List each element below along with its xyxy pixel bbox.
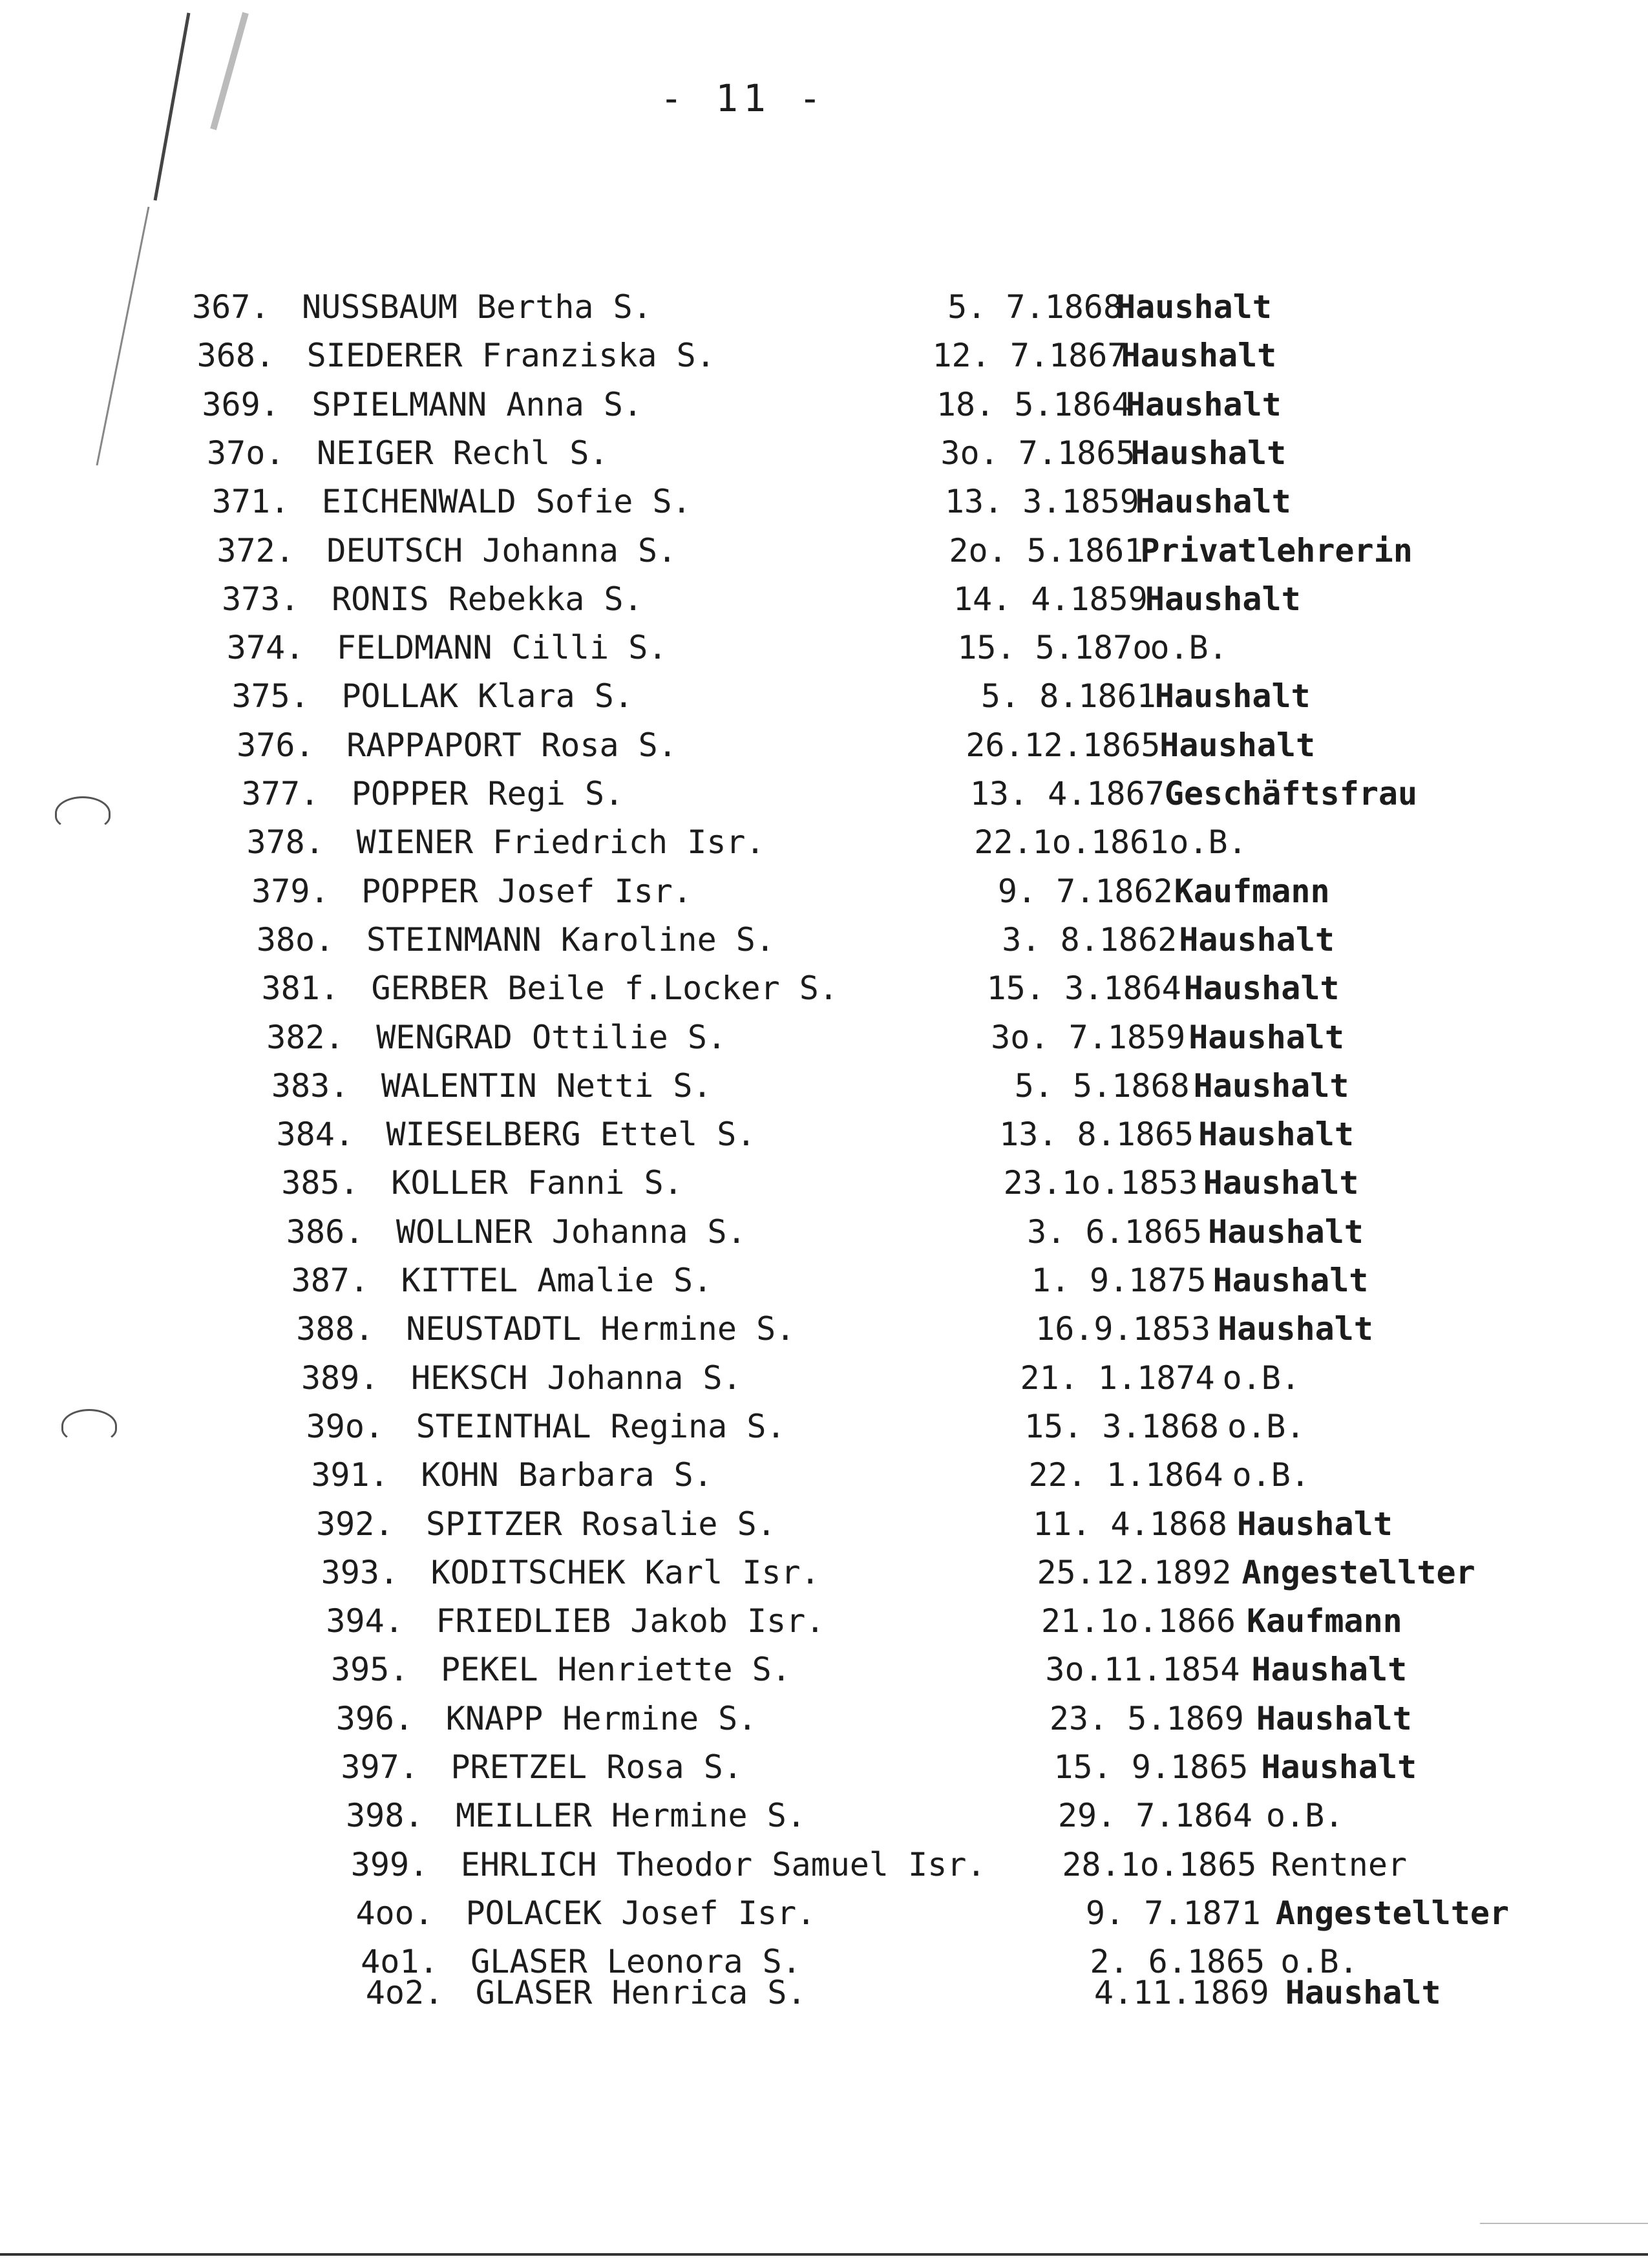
entry-occupation: Haushalt <box>1208 1213 1364 1251</box>
entry-name: NUSSBAUM Bertha S. <box>302 288 652 326</box>
entry-occupation: Haushalt <box>1145 580 1301 618</box>
entry-number: 392. <box>316 1505 394 1543</box>
entry-occupation: Haushalt <box>1154 677 1311 715</box>
entry-number: 395. <box>331 1651 409 1689</box>
entry-occupation: Haushalt <box>1251 1651 1408 1689</box>
entry-row <box>266 1015 1422 1060</box>
entry-row <box>242 771 1422 816</box>
entry-row <box>246 820 1422 865</box>
entry-number: 384. <box>276 1116 354 1154</box>
entry-occupation: Haushalt <box>1188 1018 1345 1056</box>
entry-name: KOHN Barbara S. <box>421 1456 713 1494</box>
entry-name: NEUSTADTL Hermine S. <box>406 1310 796 1348</box>
entry-row <box>341 1744 1422 1790</box>
entry-occupation: Haushalt <box>1261 1748 1417 1786</box>
entry-name: SIEDERER Franziska S. <box>306 337 715 375</box>
entry-number: 4oo. <box>355 1894 434 1932</box>
entry-name: KNAPP Hermine S. <box>445 1699 757 1737</box>
entry-number: 377. <box>241 775 320 812</box>
entry-occupation: Haushalt <box>1121 337 1277 375</box>
entry-occupation: o.B. <box>1227 1407 1305 1445</box>
entry-number: 398. <box>346 1797 424 1835</box>
entry-occupation: o.B. <box>1232 1456 1310 1494</box>
entry-number: 372. <box>217 531 295 569</box>
entry-occupation: Haushalt <box>1183 970 1340 1008</box>
entry-name: RONIS Rebekka S. <box>332 580 643 618</box>
entry-name: PRETZEL Rosa S. <box>450 1748 743 1786</box>
entry-name: EHRLICH Theodor Samuel Isr. <box>460 1845 986 1883</box>
entry-name: WALENTIN Netti S. <box>381 1066 712 1105</box>
entry-number: 383. <box>271 1066 350 1105</box>
entry-row <box>202 382 1422 427</box>
entry-birth-date: 11. 4.1868 <box>1032 1505 1227 1543</box>
entry-name: STEINTHAL Regina S. <box>416 1407 786 1445</box>
entry-occupation: Haushalt <box>1193 1066 1349 1105</box>
entry-number: 373. <box>222 580 300 618</box>
entry-birth-date: 9. 7.1871 <box>1085 1894 1261 1932</box>
entry-birth-date: 14. 4.1859 <box>953 580 1148 618</box>
entry-number: 387. <box>291 1262 370 1299</box>
entry-birth-date: 23.1o.1853 <box>1003 1164 1198 1202</box>
entry-number: 391. <box>311 1456 389 1494</box>
entry-name: WIESELBERG Ettel S. <box>386 1116 756 1154</box>
entry-row <box>222 577 1422 622</box>
entry-occupation: Haushalt <box>1212 1262 1369 1299</box>
entry-birth-date: 18. 5.1864 <box>936 385 1131 423</box>
entry-name: EICHENWALD Sofie S. <box>321 483 692 521</box>
entry-birth-date: 5. 5.1868 <box>1014 1066 1190 1105</box>
entry-occupation: Angestellter <box>1241 1553 1475 1591</box>
entry-row <box>207 430 1422 476</box>
entry-number: 385. <box>281 1164 359 1202</box>
entry-row <box>321 1550 1475 1595</box>
entry-number: 382. <box>266 1018 344 1056</box>
entry-number: 397. <box>341 1748 419 1786</box>
entry-birth-date: 3o.11.1854 <box>1045 1651 1240 1689</box>
entry-occupation: Privatlehrerin <box>1140 531 1413 569</box>
entry-occupation: Geschäftsfrau <box>1164 775 1418 812</box>
entry-birth-date: 3o. 7.1859 <box>991 1018 1186 1056</box>
entry-number: 368. <box>196 337 275 375</box>
entry-row <box>262 966 1422 1011</box>
entry-row <box>336 1696 1422 1741</box>
entry-row <box>296 1306 1422 1351</box>
entry-row <box>326 1598 1422 1644</box>
punch-hole-mark-lower <box>61 1409 117 1443</box>
entry-birth-date: 16.9.1853 <box>1035 1310 1211 1348</box>
entry-occupation: Haushalt <box>1159 726 1316 764</box>
entry-row <box>291 1258 1422 1303</box>
entry-birth-date: 29. 7.1864 <box>1057 1797 1252 1835</box>
entry-birth-date: 15. 3.1868 <box>1024 1407 1220 1445</box>
entry-name: GERBER Beile f.Locker S. <box>371 970 838 1008</box>
entry-occupation: Haushalt <box>1116 288 1272 326</box>
entry-number: 375. <box>231 677 310 715</box>
entry-number: 378. <box>246 823 324 862</box>
entry-birth-date: 2o. 5.1861 <box>949 531 1144 569</box>
entry-number: 376. <box>237 726 315 764</box>
entry-name: POPPER Regi S. <box>351 775 624 812</box>
entry-birth-date: 15. 5.187o <box>957 629 1152 667</box>
entry-birth-date: 28.1o.1865 <box>1062 1845 1257 1883</box>
entry-row <box>286 1209 1422 1255</box>
entry-row <box>301 1355 1422 1401</box>
entry-birth-date: 21.1o.1866 <box>1041 1602 1236 1640</box>
entry-birth-date: 22.1o.1861 <box>974 823 1169 862</box>
entry-number: 381. <box>261 970 339 1008</box>
entry-occupation: Haushalt <box>1135 483 1291 521</box>
entry-birth-date: 1. 9.1875 <box>1031 1262 1207 1299</box>
entry-name: FELDMANN Cilli S. <box>336 629 668 667</box>
entry-birth-date: 21. 1.1874 <box>1020 1359 1215 1397</box>
entry-name: FRIEDLIEB Jakob Isr. <box>436 1602 825 1640</box>
entry-number: 38o. <box>256 920 335 959</box>
entry-row <box>311 1452 1422 1498</box>
entry-occupation: Haushalt <box>1256 1699 1412 1737</box>
page-number: - 11 - <box>660 76 827 120</box>
entry-birth-date: 22. 1.1864 <box>1028 1456 1223 1494</box>
entry-row <box>237 723 1422 768</box>
entry-birth-date: 23. 5.1869 <box>1049 1699 1244 1737</box>
entry-name: POLLAK Klara S. <box>341 677 633 715</box>
entry-name: KODITSCHEK Karl Isr. <box>430 1553 820 1591</box>
entry-row <box>271 1063 1422 1108</box>
entry-number: 394. <box>326 1602 404 1640</box>
entry-number: 396. <box>335 1699 414 1737</box>
entry-name: WENGRAD Ottilie S. <box>376 1018 727 1056</box>
entry-birth-date: 3o. 7.1865 <box>940 434 1136 472</box>
entry-name: HEKSCH Johanna S. <box>410 1359 742 1397</box>
entry-occupation: Haushalt <box>1179 920 1335 959</box>
entry-row <box>257 917 1422 962</box>
entry-birth-date: 9. 7.1862 <box>997 872 1173 910</box>
entry-birth-date: 2. 6.1865 <box>1090 1943 1265 1981</box>
entry-row <box>217 528 1422 573</box>
entry-birth-date: 5. 7.1868 <box>947 288 1123 326</box>
entry-occupation: Haushalt <box>1218 1310 1373 1348</box>
entry-name: WIENER Friedrich Isr. <box>356 823 765 862</box>
entry-occupation: Kaufmann <box>1246 1602 1402 1640</box>
entry-row <box>365 1970 1441 2015</box>
margin-stroke-faint <box>97 207 149 465</box>
entry-row <box>212 479 1422 524</box>
entry-name: GLASER Henrica S. <box>475 1974 807 2012</box>
entry-birth-date: 25.12.1892 <box>1037 1553 1232 1591</box>
entry-row <box>192 284 1422 330</box>
entry-name: POLACEK Josef Isr. <box>465 1894 816 1932</box>
entry-occupation: Haushalt <box>1198 1116 1354 1154</box>
entry-occupation: Haushalt <box>1203 1164 1359 1202</box>
entry-row <box>346 1793 1422 1838</box>
entry-occupation: o.B. <box>1150 629 1228 667</box>
entry-row <box>277 1112 1422 1157</box>
entry-birth-date: 26.12.1865 <box>966 726 1161 764</box>
entry-row <box>231 673 1422 719</box>
entry-birth-date: 15. 9.1865 <box>1053 1748 1249 1786</box>
entry-number: 374. <box>226 629 305 667</box>
entry-name: WOLLNER Johanna S. <box>396 1213 746 1251</box>
entry-name: GLASER Leonora S. <box>470 1943 801 1981</box>
entry-row <box>281 1160 1422 1205</box>
entry-birth-date: 13. 3.1859 <box>944 483 1139 521</box>
entry-name: RAPPAPORT Rosa S. <box>346 726 677 764</box>
entry-birth-date: 4.11.1869 <box>1093 1974 1269 2012</box>
entry-number: 37o. <box>207 434 285 472</box>
entry-birth-date: 13. 4.1867 <box>969 775 1165 812</box>
entry-number: 4o1. <box>361 1943 439 1981</box>
entry-number: 367. <box>192 288 270 326</box>
entry-row <box>197 333 1422 378</box>
entry-birth-date: 12. 7.1867 <box>932 337 1127 375</box>
entry-row <box>351 1842 1422 1887</box>
entry-occupation: Haushalt <box>1130 434 1287 472</box>
entry-number: 369. <box>202 385 280 423</box>
entry-name: KOLLER Fanni S. <box>391 1164 683 1202</box>
entry-number: 371. <box>211 483 290 521</box>
entry-occupation: o.B. <box>1265 1797 1344 1835</box>
entry-number: 386. <box>286 1213 364 1251</box>
entry-name: SPITZER Rosalie S. <box>426 1505 776 1543</box>
entry-name: MEILLER Hermine S. <box>456 1797 806 1835</box>
entry-occupation: Rentner <box>1271 1845 1408 1883</box>
entry-number: 379. <box>251 872 330 910</box>
entry-occupation: Haushalt <box>1237 1505 1393 1543</box>
entry-birth-date: 3. 6.1865 <box>1027 1213 1203 1251</box>
entry-name: STEINMANN Karoline S. <box>366 920 775 959</box>
entry-row <box>331 1647 1422 1692</box>
entry-number: 388. <box>296 1310 374 1348</box>
entry-number: 389. <box>301 1359 379 1397</box>
entry-name: SPIELMANN Anna S. <box>312 385 643 423</box>
entry-occupation: Kaufmann <box>1174 872 1330 910</box>
entry-row <box>251 869 1422 914</box>
entry-occupation: Angestellter <box>1275 1894 1510 1932</box>
entry-occupation: o.B. <box>1169 823 1247 862</box>
entry-number: 39o. <box>306 1407 385 1445</box>
punch-hole-mark-upper <box>55 796 111 830</box>
entry-birth-date: 5. 8.1861 <box>980 677 1156 715</box>
entry-occupation: Haushalt <box>1125 385 1282 423</box>
entry-number: 4o2. <box>365 1974 444 2012</box>
entry-birth-date: 3. 8.1862 <box>1002 920 1178 959</box>
entry-number: 399. <box>350 1845 429 1883</box>
entry-name: PEKEL Henriette S. <box>441 1651 791 1689</box>
entry-birth-date: 13. 8.1865 <box>999 1116 1194 1154</box>
entry-row <box>306 1404 1422 1449</box>
entry-row <box>316 1501 1422 1547</box>
entry-name: DEUTSCH Johanna S. <box>326 531 677 569</box>
entry-name: POPPER Josef Isr. <box>361 872 692 910</box>
entry-birth-date: 15. 3.1864 <box>986 970 1181 1008</box>
entry-name: KITTEL Amalie S. <box>401 1262 713 1299</box>
entry-occupation: Haushalt <box>1285 1974 1441 2012</box>
entry-row <box>355 1891 1510 1936</box>
entry-number: 393. <box>321 1553 399 1591</box>
entry-row <box>227 625 1422 670</box>
entry-name: NEIGER Rechl S. <box>317 434 609 472</box>
entry-occupation: o.B. <box>1222 1359 1300 1397</box>
entry-occupation: o.B. <box>1280 1943 1358 1981</box>
